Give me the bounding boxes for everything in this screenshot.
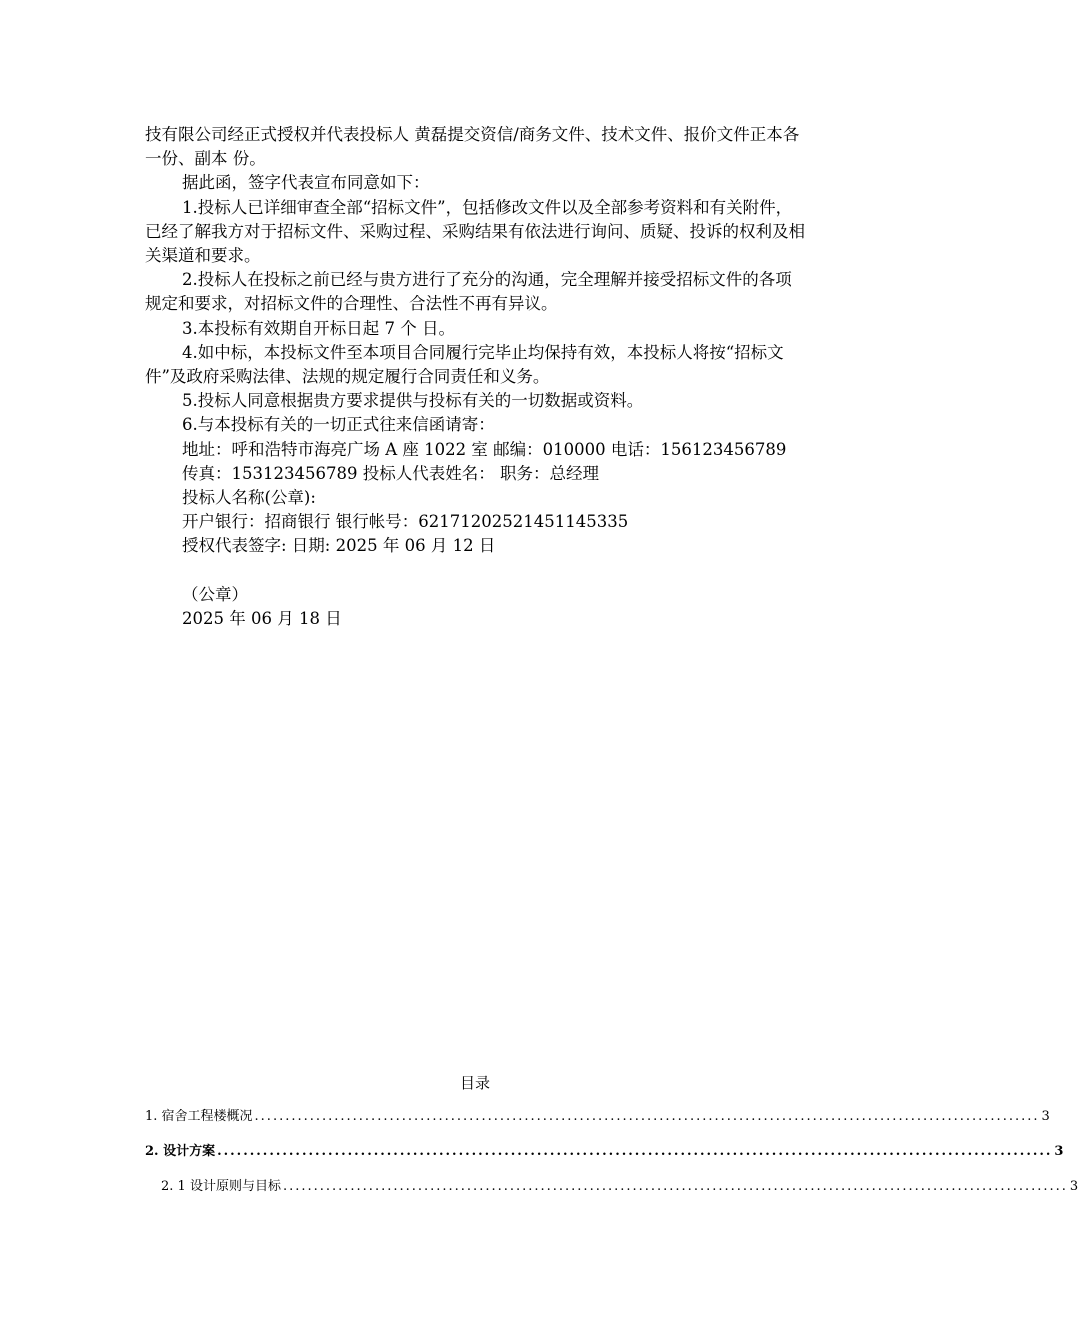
toc-entry-label: 1. 宿舍工程楼概况 xyxy=(145,1109,253,1124)
document-date: 2025 年 06 月 18 日 xyxy=(182,608,342,628)
paragraph-item-6: 6.与本投标有关的一切正式往来信函请寄： xyxy=(182,415,495,435)
toc-entry-3[interactable] xyxy=(161,1178,1078,1196)
bid-letter-body xyxy=(145,123,805,631)
address-line: 地址：呼和浩特市海亮广场 A 座 1022 室 邮编：010000 电话：156123456789 xyxy=(182,439,787,459)
blank-line xyxy=(145,559,805,583)
paragraph-item-5: 5.投标人同意根据贵方要求提供与投标有关的一切数据或资料。 xyxy=(182,391,644,411)
toc-page-number: 3 xyxy=(1054,1144,1064,1159)
paragraph-item-4: 4.如中标，本投标文件至本项目合同履行完毕止均保持有效，本投标人将按“招标文件”及政府采购法律、法规的规定履行合同责任和义务。 xyxy=(145,342,784,387)
paragraph-declaration: 据此函，签字代表宣布同意如下： xyxy=(182,173,430,193)
seal-line: （公章） xyxy=(182,584,248,604)
fax-line: 传真：153123456789 投标人代表姓名： 职务：总经理 xyxy=(182,463,599,483)
toc-page-number: 3 xyxy=(1069,1179,1078,1194)
paragraph-item-2: 2.投标人在投标之前已经与贵方进行了充分的沟通，完全理解并接受招标文件的各项规定和要求，对招标文件的合理性、合法性不再有异议。 xyxy=(145,270,792,314)
toc-title: 目录 xyxy=(459,1074,490,1092)
paragraph-authorization: 技有限公司经正式授权并代表投标人 黄磊提交资信/商务文件、技术文件、报价文件正本各一份、副本 份。 xyxy=(145,125,800,169)
bank-line: 开户银行：招商银行 银行帐号：62171202521451145335 xyxy=(182,512,629,532)
toc-page-number: 3 xyxy=(1041,1109,1050,1124)
signature-date-line: 授权代表签字: 日期: 2025 年 06 月 12 日 xyxy=(182,536,496,556)
toc-entry-1[interactable] xyxy=(145,1108,1050,1126)
bidder-name-line: 投标人名称(公章): xyxy=(182,488,316,508)
paragraph-item-3: 3.本投标有效期自开标日起 7 个 日。 xyxy=(182,318,455,338)
toc-leader-dots: ................................................................................................................................ xyxy=(217,1144,1053,1159)
toc-leader-dots: ................................................................................................................................ xyxy=(282,1179,1068,1194)
toc-entry-label: 2. 设计方案 xyxy=(145,1144,216,1159)
toc-leader-dots: ................................................................................................................................ xyxy=(254,1109,1040,1124)
paragraph-item-1: 1.投标人已详细审查全部“招标文件”，包括修改文件以及全部参考资料和有关附件，已经了解我方对于招标文件、采购过程、采购结果有依法进行询问、质疑、投诉的权利及相关渠道和要求。 xyxy=(145,197,805,266)
toc-entry-2[interactable] xyxy=(145,1143,1064,1161)
toc-entry-label: 2. 1 设计原则与目标 xyxy=(161,1179,281,1194)
